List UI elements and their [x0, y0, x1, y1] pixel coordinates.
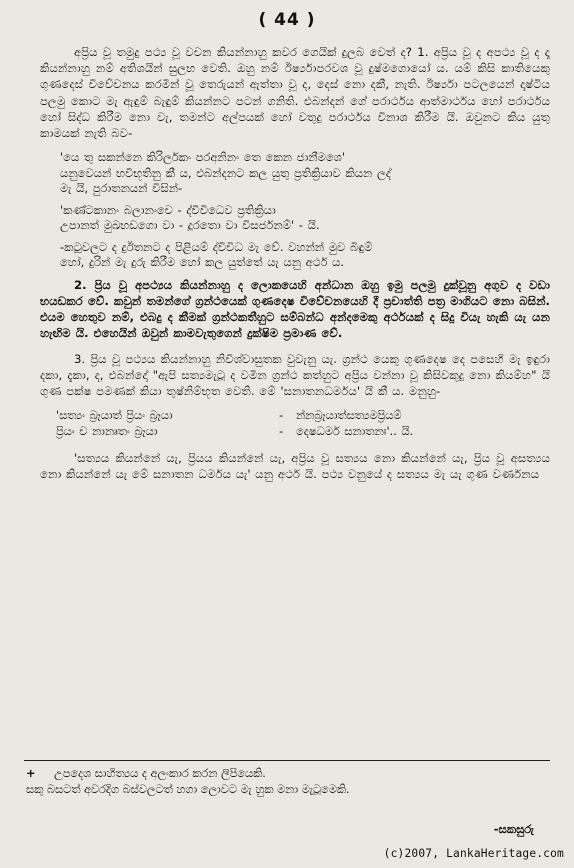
- quote-line: 'යෙ තු සකන්නෙ කිරිර්ලකං පරඅනිනං තෙ කෙන ජානීමශෙ': [60, 150, 346, 165]
- footnote-line: [26, 766, 546, 782]
- quote-line: හෝ, දුරින් මැ දුරු කිරීම හෝ කල යුත්තේ යැ යනු අර්ථ ය.: [60, 255, 345, 270]
- quote-line: මැ යි, පුරාතනයන් විසින්-: [60, 181, 183, 196]
- sanskrit-verse: [56, 408, 550, 440]
- quote-line: 'කණ්ටකානං බලානංචෙ - ද්විවිධෙව ප්‍රතික්‍රියා: [60, 202, 276, 217]
- quote-bhavabhuti: [40, 150, 550, 197]
- page-number: ( 44 ): [258, 10, 316, 30]
- quote-line: උපානත් මුඛභඩගො වා - දූරතො වා විසර්ජනම්' - යි.: [60, 218, 320, 233]
- verse-left: ප්‍රියං ච නානෘතං බ්‍රෑයා: [56, 425, 158, 439]
- paragraph-3: 3. ප්‍රිය වූ පථ්‍යය කියන්නාහු නිවිශ්වාසුතක වුවැනු යැ. ග්‍රන්ථ යෙකු ගුණදෙෂ දෙ පසෙහි මැ ඉඳුරා දකා, දැකා, ද, එබන්දෝ "ඇපි සත්‍යමැටූ ද වමින ග්‍රන්ථ කත්හුට අප්‍රිය වන්නා වූ කිසිවකුදු නො කියම්හ" යි ගුණ පක්ෂ පමණක් කියා තුෂ්නිම්භූත වෙති. මේ 'සනාතනධර්මය' යි කී ය. මනුහු-: [40, 351, 550, 398]
- footnote: [26, 766, 546, 798]
- verse-right: දෙෂධර්ම සනාතනඃ'.. යි.: [296, 425, 414, 439]
- verse-right: න්නබ්‍රෑයාත්සත්‍යමප්‍රියම්: [296, 409, 402, 423]
- author-signature: -සකසුරු: [493, 822, 534, 836]
- footnote-text: උපදෙශ සාහිත්‍යය ද අලංකාර කරන ලිපියෙකි.: [54, 767, 266, 780]
- copyright-notice: (c)2007, LankaHeritage.com: [383, 847, 564, 860]
- paragraph-4: 'සත්‍යය කියන්නේ යැ, ප්‍රියය කියන්නේ යැ, අප්‍රිය වූ සත්‍යය නො කියන්නේ යැ, ප්‍රිය වූ අසත්‍යය නො කියන්නේ යැ මේ සනාතන ධර්මය යැ' යනු අර්ථ යි. පථ්‍ය වනුයේ ද සත්‍යය මැ යැ ගුණ වර්ණනය: [40, 451, 550, 482]
- footnote-divider: [24, 760, 550, 761]
- verse-dash: -: [278, 425, 284, 439]
- quote-line: -කටුවලට ද දුඊතනට ද පිළියම් ද්විවිධ මැ වේ. වහන්න් මුව බිඳුම්: [60, 239, 373, 254]
- quote-line: යනුවෙයන් භවිභූතිනු කී ය, එබන්දනට කල යුතු ප්‍රතික්‍රියාව කියන ලද්: [60, 165, 391, 180]
- quote-explanation: [40, 240, 550, 271]
- footnote-marker: +: [26, 767, 36, 780]
- footnote-line: සකු බසටත් අවරදිග බස්වලටත් හගා ලොවට මැ හුක මනා මැටූමෙකි.: [26, 783, 350, 796]
- verse-left: 'සත්‍යං බ්‍රෑයාත් ප්‍රියං බ්‍රෑයා: [56, 409, 173, 423]
- document-body: [40, 44, 550, 492]
- quote-kantaka: [40, 203, 550, 234]
- paragraph-2: 2. ප්‍රිය වූ අපථ්‍යය කියන්නාහු ද ලොකයෙහි අන්ධාන ඔහු ඉමු පලමු දුක්වූනු අගුව ද වඩා භයඩකර වේ. කවුන් තමන්ගේ ග්‍රන්ථයෙක් ගුණදෙෂ විවේචනයෙහි දී ප්‍රචාත්ති පත්‍ර මාගියට නො බසින්. එයම හෙතුව නම්, එබදු ද කීමක් ග්‍රන්ථකතීහුට සම්බන්ධ අන්දමෙකු අර්ථයක් ද සිදු වියැ හැකි යැ යන හැඟිම යි. එහෙයින් ඔවුන් කාමවැතුගෙන් දුක්ෂිම ප්‍රමාණ වේ.: [40, 277, 550, 341]
- paragraph-1: අප්‍රිය වූ තමුදු පථ්‍ය වූ වචන කියන්නාහු කවර ගෙයික් දුලබ වෙත් ද? 1. අප්‍රිය වූ ද අපථ්‍ය වූ ද දෑ කියන්නාහු නම් අතිශයින් සුලභ වෙති. ඔහු නම් ඊර්ෂ්‍යාපරවශ වූ දුෂ්මගොයෝ ය. යම් කිසි කාතියෙකු ගුණදෙස් විවේචනය කරමින් වූ තෙරුයන් ඇත්තා වූ ද, දෙස් නො දකී, නැති. ඊර්ෂ්‍යා පටලයෙන් දෘෂ්ටිය පලමු කොට මැ ඇඳුම් බැඳුම් කියන්නට පටන් ගනිති. එබන්දන් ගේ පරාර්ථය ආත්මාර්ථය හෝ පරාර්ථය හෝ සිද්ධ කිරීම නො වැ, තමන්ට අල්පයක් හෝ වතුදු පරාර්ථය විනාශ කිරීම යි. ඔවුනට කිය යුතු කාමයක් නැති බව-: [40, 45, 550, 141]
- verse-dash: -: [278, 409, 284, 423]
